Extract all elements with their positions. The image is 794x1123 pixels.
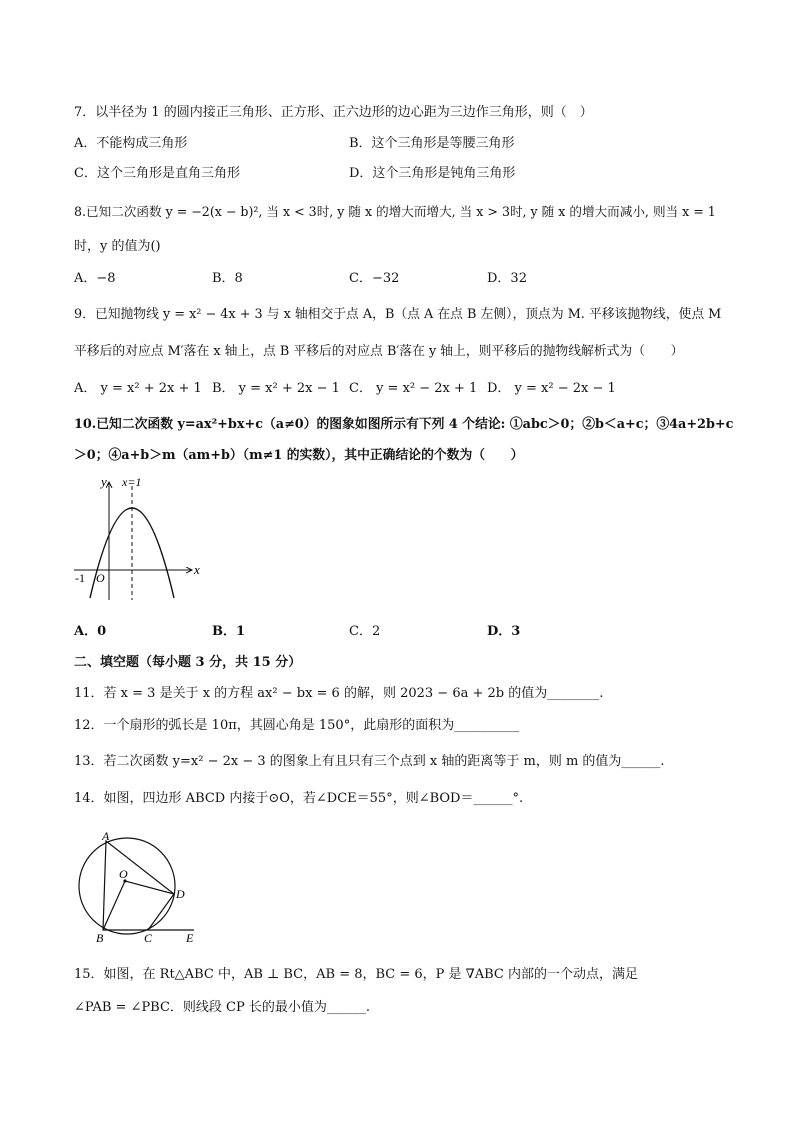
q14-label-b: B xyxy=(96,931,104,945)
q10-x-label: x xyxy=(194,562,200,577)
q10-origin-label: O xyxy=(96,571,105,585)
q10-option-d: D．3 xyxy=(487,624,521,639)
q9-stem-line1: 9．已知抛物线 y = x² − 4x + 3 与 x 轴相交于点 A，B（点 A 在点 B 左侧），顶点为 M. 平移该抛物线，使点 M xyxy=(74,307,722,322)
q8-stem-line2: 时，y 的值为() xyxy=(74,239,161,254)
q9-option-d: D． y = x² − 2x − 1 xyxy=(487,381,616,396)
q7-option-a: A．不能构成三角形 xyxy=(74,136,188,151)
q15-stem-line1: 15．如图，在 Rt△ABC 中，AB ⊥ BC，AB = 8，BC = 6，P 是 ∇ABC 内部的一个动点，满足 xyxy=(74,967,639,982)
q10-symmetry-label: x=1 xyxy=(122,475,142,489)
q10-option-c: C．2 xyxy=(349,624,381,639)
q14-segment-ob xyxy=(103,881,125,930)
q9-option-b: B． y = x² + 2x − 1 xyxy=(212,381,340,396)
q7-option-b: B．这个三角形是等腰三角形 xyxy=(349,136,515,151)
q10-root-label: -1 xyxy=(75,571,85,585)
q8-option-b: B．8 xyxy=(212,271,243,286)
q8-option-d: D．32 xyxy=(487,271,527,286)
q14-label-a: A xyxy=(102,830,110,843)
q14-text: 14．如图，四边形 ABCD 内接于⊙O，若∠DCE＝55°，则∠BOD＝______°. xyxy=(74,791,524,806)
q7-option-d: D．这个三角形是钝角三角形 xyxy=(349,166,516,181)
q10-y-label: y xyxy=(101,474,107,489)
q8-option-a: A．−8 xyxy=(74,271,116,286)
q10-stem-line2: ＞0；④a+b＞m（am+b）（m≠1 的实数），其中正确结论的个数为（ ） xyxy=(74,448,524,463)
q8-option-c: C．−32 xyxy=(349,271,400,286)
q14-circle xyxy=(79,838,175,934)
q13-text: 13．若二次函数 y=x² − 2x − 3 的图象上有且只有三个点到 x 轴的距离等于 m，则 m 的值为______. xyxy=(74,754,665,769)
q14-circle-figure xyxy=(70,830,210,946)
q12-text: 12．一个扇形的弧长是 10π，其圆心角是 150°，此扇形的面积为__________ xyxy=(74,718,520,733)
section-title: 二、填空题（每小题 3 分，共 15 分） xyxy=(74,655,302,670)
q10-stem-line1: 10.已知二次函数 y=ax²+bx+c（a≠0）的图象如图所示有下列 4 个结论: ①abc＞0；②b＜a+c；③4a+2b+c xyxy=(74,417,734,432)
q10-option-a: A．0 xyxy=(74,624,107,639)
q9-option-c: C． y = x² − 2x + 1 xyxy=(349,381,478,396)
q10-parabola-graph xyxy=(68,472,208,608)
q8-stem-line1: 8.已知二次函数 y = −2(x − b)², 当 x < 3时, y 随 x 的增大而增大, 当 x > 3时, y 随 x 的增大而减小, 则当 x = 1 xyxy=(74,204,716,219)
q14-label-c: C xyxy=(144,931,153,945)
q11-text: 11．若 x = 3 是关于 x 的方程 ax² − bx = 6 的解，则 2023 − 6a + 2b 的值为________. xyxy=(74,686,604,701)
q14-label-e: E xyxy=(186,931,194,945)
q7-stem: 7．以半径为 1 的圆内接正三角形、正方形、正六边形的边心距为三边作三角形，则（ ） xyxy=(74,105,593,120)
q14-label-d: D xyxy=(176,887,185,901)
q10-option-b: B．1 xyxy=(212,624,246,639)
q14-segment-od xyxy=(125,881,174,894)
q9-option-a: A． y = x² + 2x + 1 xyxy=(74,381,202,396)
q14-label-o: O xyxy=(119,867,128,881)
q15-stem-line2: ∠PAB = ∠PBC．则线段 CP 长的最小值为______. xyxy=(74,1000,371,1015)
q7-option-c: C．这个三角形是直角三角形 xyxy=(74,166,240,181)
q9-stem-line2: 平移后的对应点 M′落在 x 轴上，点 B 平移后的对应点 B′落在 y 轴上，则平移后的抛物线解析式为（ ） xyxy=(74,344,684,359)
